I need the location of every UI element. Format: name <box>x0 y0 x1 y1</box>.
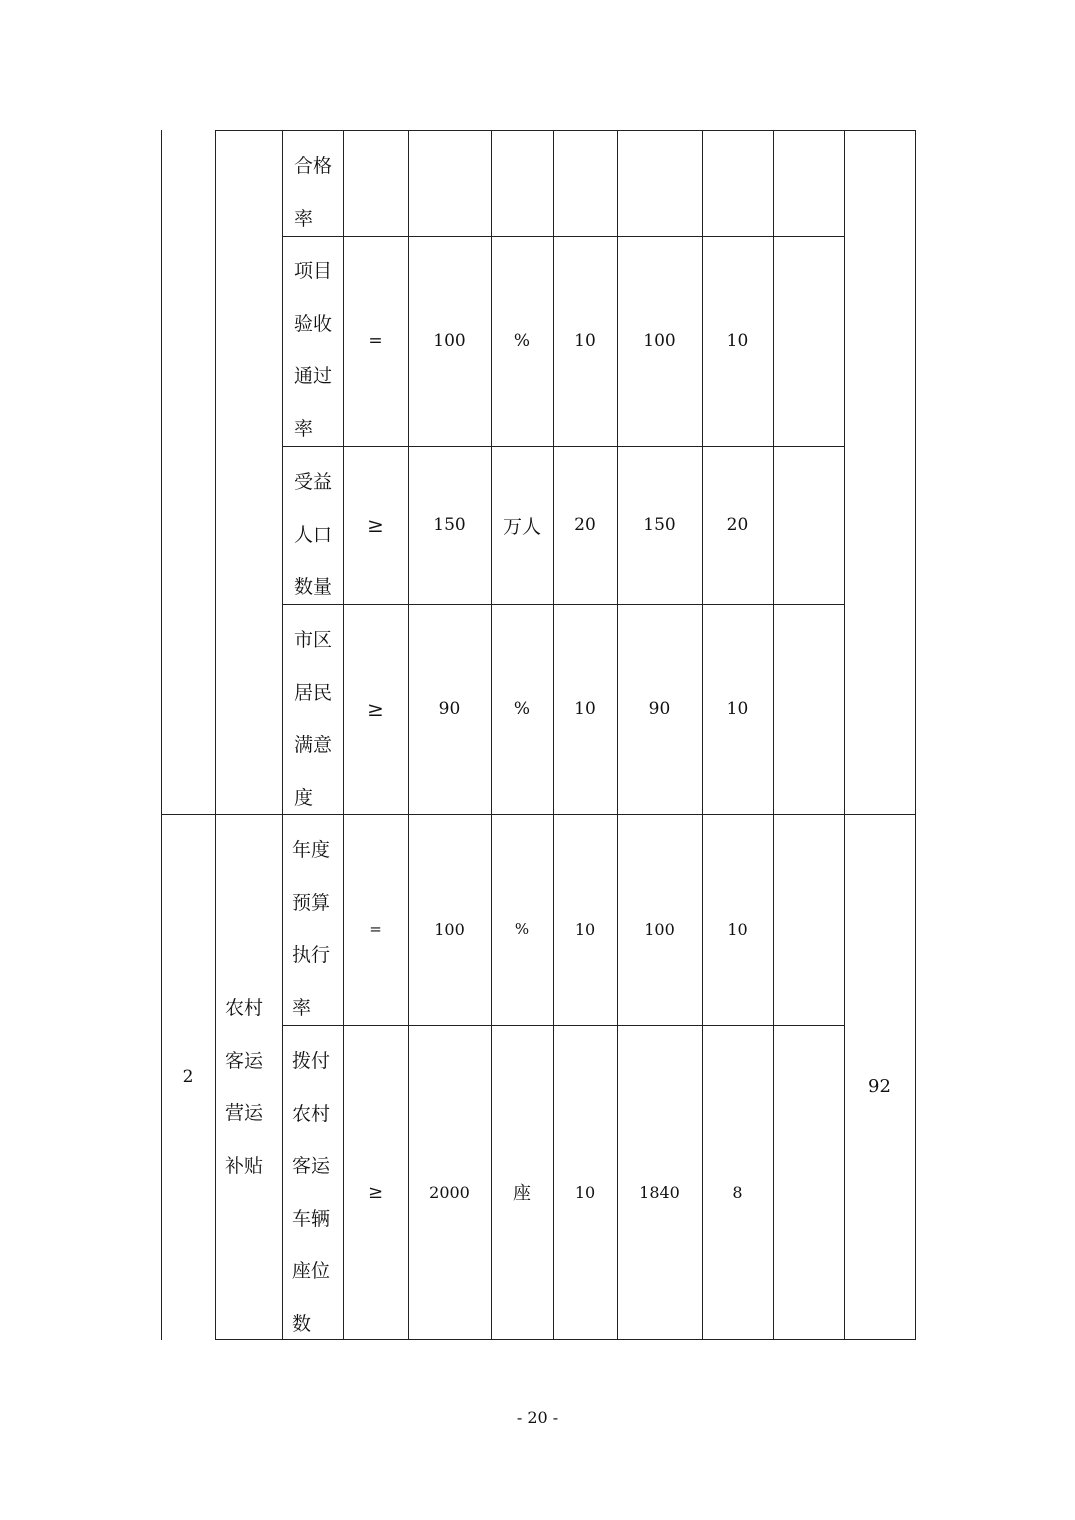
indicator-line: 项目 <box>294 260 333 282</box>
indicator-line: 率 <box>292 996 312 1019</box>
target-cell: 2000 <box>429 1182 470 1202</box>
indicator-line: 受益 <box>294 471 333 493</box>
unit-cell: % <box>513 331 531 351</box>
table-top-line <box>215 130 916 131</box>
weight-cell: 10 <box>574 1182 596 1202</box>
project-name-line: 补贴 <box>225 1154 264 1177</box>
project-name-line: 农村 <box>225 997 264 1019</box>
indicator-label <box>282 456 343 614</box>
page-number: - 20 - <box>516 1408 559 1427</box>
indicator-label <box>282 614 343 824</box>
weight-cell: 20 <box>574 515 596 535</box>
indicator-line: 预算 <box>292 891 331 914</box>
indicator-line: 车辆 <box>292 1207 331 1230</box>
indicator-line: 合格 <box>294 155 333 177</box>
total-score: 92 <box>868 1076 891 1097</box>
indicator-line: 客运 <box>292 1155 331 1177</box>
indicator-label <box>282 1035 343 1350</box>
actual-cell: 90 <box>648 699 671 719</box>
unit-cell: % <box>514 920 530 938</box>
target-cell: 100 <box>433 331 466 351</box>
indicator-line: 数 <box>292 1312 312 1335</box>
indicator-line: 验收 <box>294 312 333 335</box>
score-cell: 20 <box>726 515 749 535</box>
unit-cell: % <box>513 699 531 719</box>
score-cell: 10 <box>726 331 749 351</box>
target-cell: 150 <box>433 515 466 535</box>
indicator-line: 度 <box>294 786 314 809</box>
project-name <box>215 982 282 1192</box>
table-border-right <box>915 130 916 1340</box>
indicator-label <box>282 140 343 245</box>
indicator-line: 满意 <box>294 734 333 756</box>
indicator-label <box>282 824 343 1034</box>
indicator-line: 居民 <box>294 681 333 704</box>
operator-cell: = <box>369 920 382 938</box>
indicator-line: 人口 <box>294 523 333 546</box>
indicator-line: 率 <box>294 207 314 230</box>
project-index: 2 <box>182 1066 194 1087</box>
score-cell: 10 <box>726 699 749 719</box>
actual-cell: 100 <box>644 919 675 939</box>
unit-cell: 万人 <box>502 515 541 538</box>
indicator-line: 市区 <box>294 629 333 651</box>
project-name-line: 客运 <box>225 1049 264 1072</box>
project-name-line: 营运 <box>225 1102 264 1124</box>
indicator-line: 通过 <box>294 365 333 387</box>
indicator-line: 座位 <box>292 1260 331 1282</box>
target-cell: 100 <box>434 919 465 939</box>
score-cell: 8 <box>732 1182 743 1202</box>
indicator-line: 农村 <box>292 1102 331 1125</box>
indicator-line: 年度 <box>292 839 331 861</box>
unit-cell: 座 <box>513 1183 531 1204</box>
operator-cell: ≥ <box>367 1181 384 1203</box>
weight-cell: 10 <box>574 919 596 939</box>
operator-cell: ≥ <box>367 697 384 721</box>
indicator-line: 执行 <box>292 944 331 966</box>
actual-cell: 1840 <box>639 1182 680 1202</box>
actual-cell: 150 <box>643 515 676 535</box>
indicator-label <box>282 245 343 455</box>
operator-cell: ≥ <box>367 513 384 537</box>
indicator-line: 数量 <box>294 576 333 598</box>
indicator-line: 拨付 <box>292 1050 331 1072</box>
indicator-line: 率 <box>294 417 314 440</box>
table-col-line-9 <box>773 130 774 1340</box>
score-cell: 10 <box>727 919 748 939</box>
actual-cell: 100 <box>643 331 676 351</box>
weight-cell: 10 <box>574 331 596 351</box>
target-cell: 90 <box>438 699 461 719</box>
operator-cell: = <box>368 331 383 351</box>
weight-cell: 10 <box>574 699 596 719</box>
